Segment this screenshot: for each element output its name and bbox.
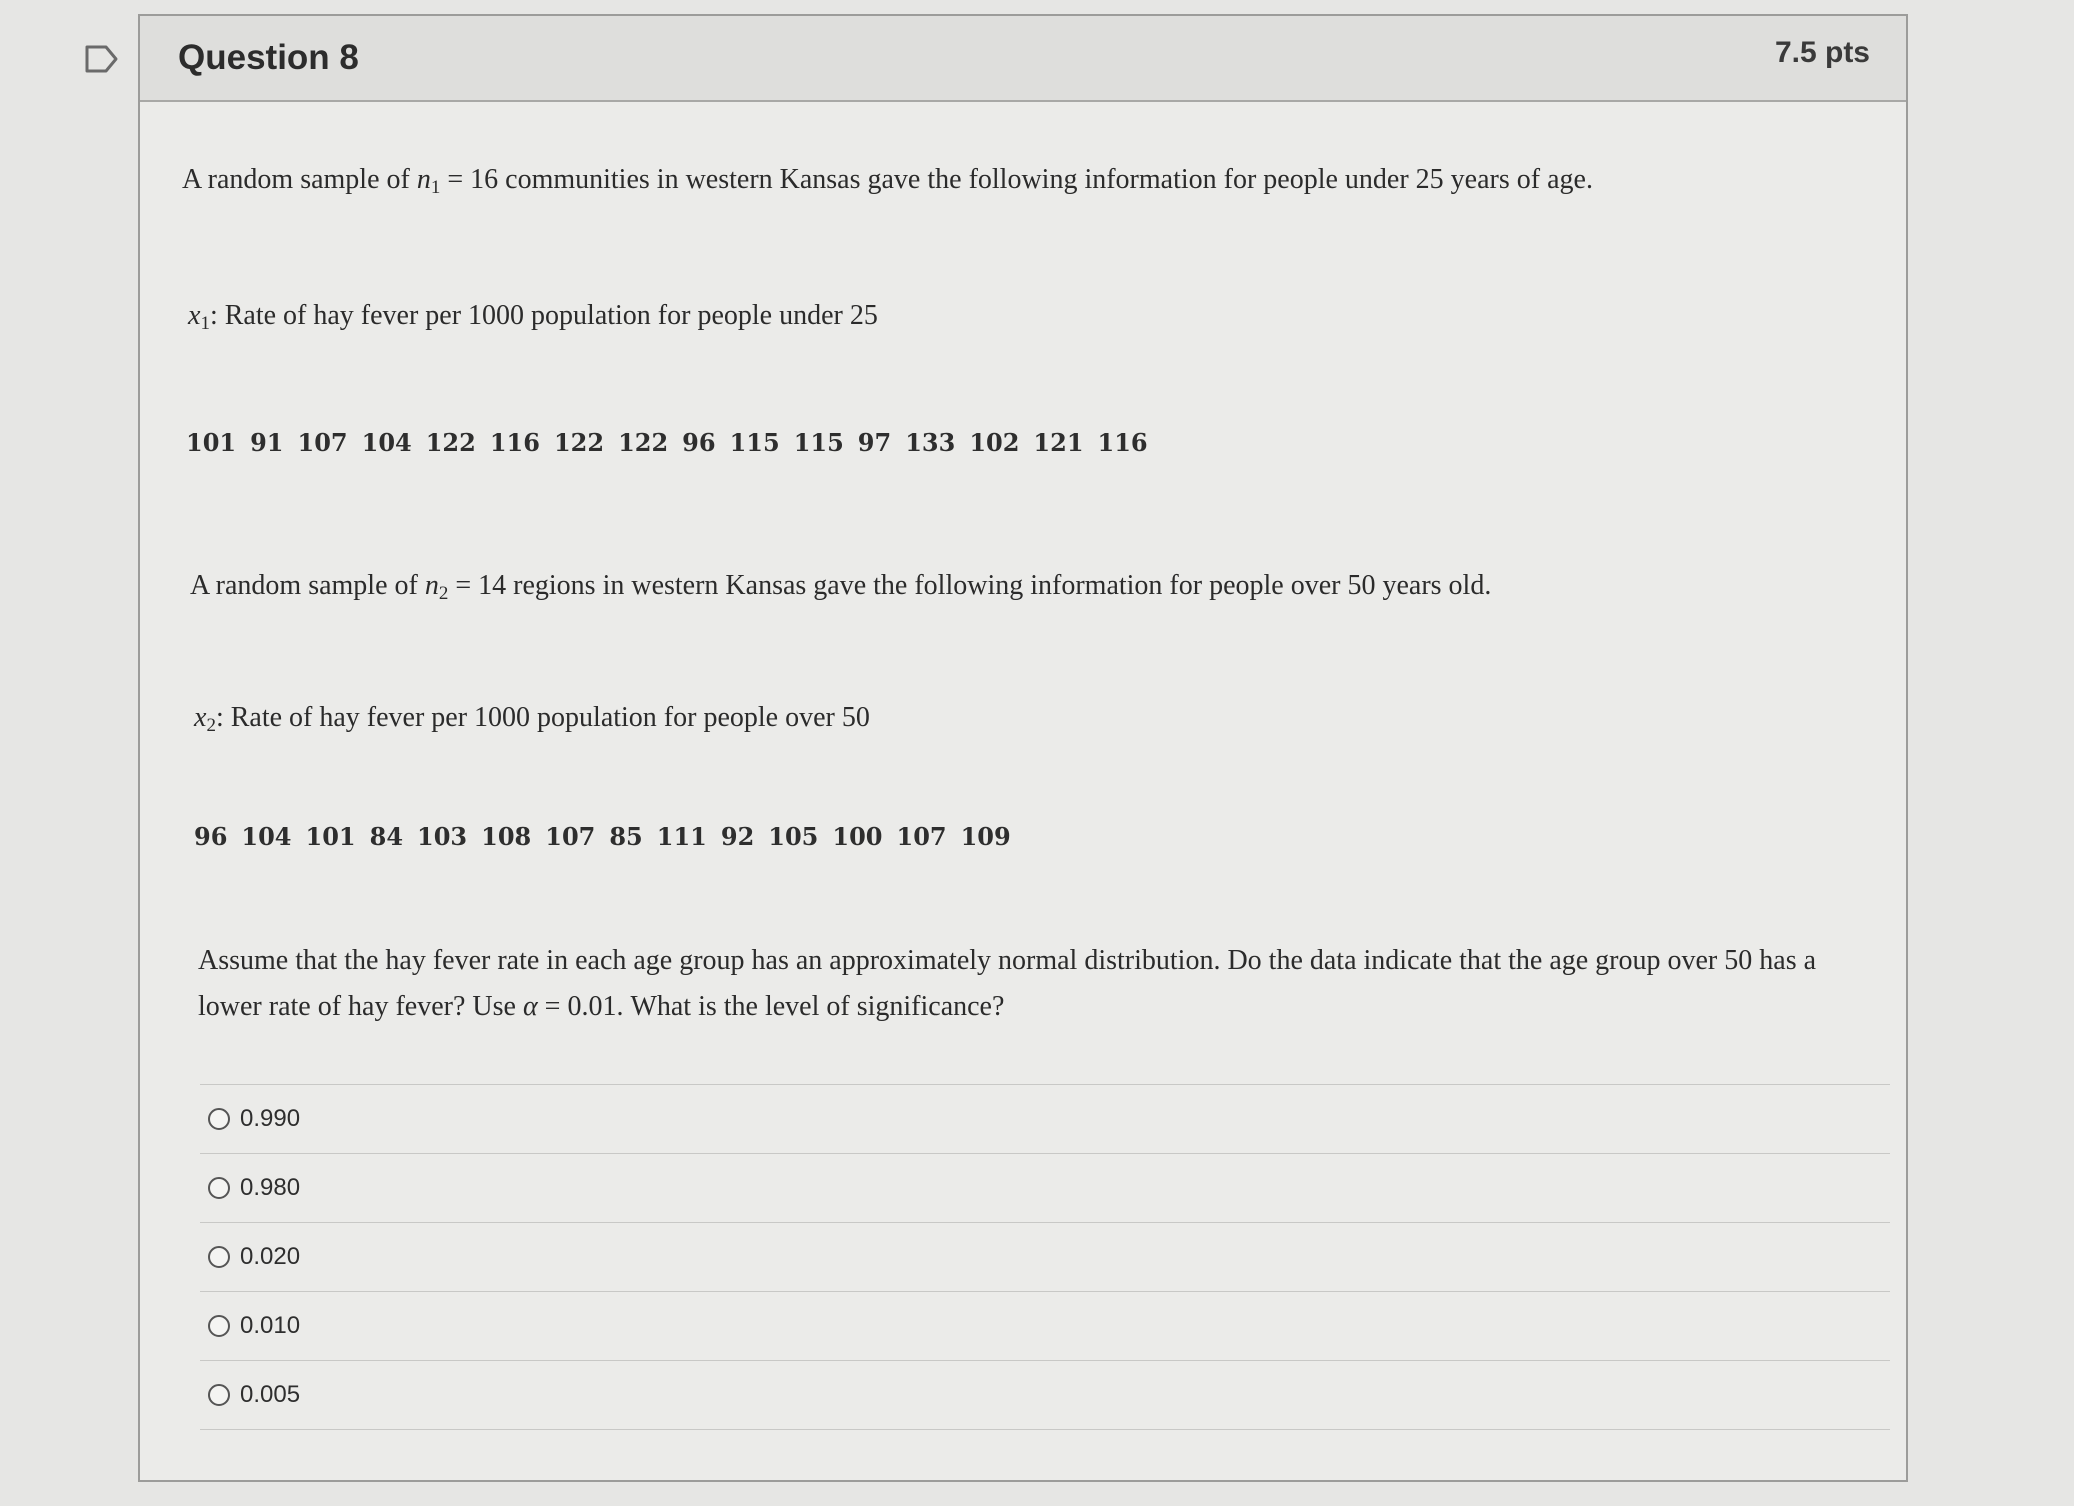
radio-circle-icon[interactable] (208, 1108, 230, 1130)
x2-data-row (194, 822, 1025, 851)
answer-option[interactable] (200, 1154, 1890, 1223)
answer-option-label[interactable]: 0.020 (240, 1243, 301, 1270)
x2-description (194, 702, 870, 737)
intro1-prefix: A random sample of (182, 164, 417, 195)
intro1-sub: 1 (430, 177, 441, 198)
x2-value: 107 (896, 822, 947, 851)
x2-value: 103 (417, 822, 468, 851)
x1-value: 121 (1033, 428, 1084, 457)
x2-value: 107 (545, 822, 596, 851)
x2-value: 85 (609, 822, 643, 851)
radio-circle-icon[interactable] (208, 1384, 230, 1406)
x2-value: 101 (305, 822, 356, 851)
prompt-text-1: Assume that the hay fever rate in each age group has an approximately normal distribution. Do the data indicate that the age group over 50 has a lower rate of hay fever? Use (198, 945, 1817, 1022)
x1-value: 96 (682, 428, 716, 457)
x2-value: 92 (720, 822, 755, 851)
radio-circle-icon[interactable] (208, 1177, 230, 1199)
intro-sample-1 (182, 164, 1593, 199)
x1-value: 116 (489, 428, 540, 457)
intro2-prefix: A random sample of (190, 570, 425, 601)
answer-option[interactable] (200, 1085, 1890, 1154)
x1-label: : Rate of hay fever per 1000 population for people under 25 (209, 300, 878, 331)
x1-description (188, 300, 878, 335)
question-title: Question 8 (178, 38, 359, 77)
x1-value: 104 (361, 428, 412, 457)
answer-option[interactable] (200, 1223, 1890, 1292)
x1-value: 101 (186, 428, 237, 457)
x1-value: 102 (969, 428, 1020, 457)
x1-data-row (186, 428, 1162, 457)
x1-value: 133 (905, 428, 956, 457)
intro2-var: n (424, 570, 439, 601)
x1-value: 122 (553, 428, 605, 457)
intro2-sub: 2 (438, 583, 449, 604)
x2-value: 109 (960, 822, 1011, 851)
x2-sub: 2 (206, 715, 216, 736)
radio-circle-icon[interactable] (208, 1246, 230, 1268)
x1-var: x (188, 300, 201, 331)
x1-value: 97 (857, 428, 892, 457)
question-card (138, 14, 1908, 1482)
answer-option[interactable] (200, 1292, 1890, 1361)
answer-option[interactable] (200, 1361, 1890, 1430)
x2-value: 96 (194, 822, 228, 851)
alpha-symbol: α (522, 991, 538, 1022)
x1-value: 91 (250, 428, 284, 457)
answer-option-label[interactable]: 0.010 (240, 1312, 301, 1339)
bookmark-flag-icon[interactable] (84, 44, 120, 74)
intro2-suffix: = 14 regions in western Kansas gave the following information for people over 50 years old. (448, 570, 1492, 601)
x2-value: 108 (481, 822, 532, 851)
answer-option-label[interactable]: 0.990 (240, 1105, 301, 1132)
x2-label: : Rate of hay fever per 1000 population for people over 50 (215, 702, 870, 733)
intro1-var: n (416, 164, 431, 195)
intro-sample-2 (190, 570, 1491, 605)
x1-value: 115 (729, 428, 780, 457)
x2-value: 111 (656, 822, 707, 851)
question-header (140, 16, 1906, 102)
x2-value: 105 (768, 822, 819, 851)
answer-option-label[interactable]: 0.980 (240, 1174, 301, 1201)
answer-options (200, 1084, 1890, 1430)
answer-option-label[interactable]: 0.005 (240, 1381, 301, 1408)
x1-value: 107 (297, 428, 348, 457)
intro1-suffix: = 16 communities in western Kansas gave the following information for people under 25 years of age. (440, 164, 1593, 195)
x1-value: 116 (1097, 428, 1148, 457)
x2-value: 84 (369, 822, 404, 851)
x1-sub: 1 (200, 313, 210, 334)
x1-value: 115 (793, 428, 844, 457)
x1-value: 122 (618, 428, 669, 457)
x1-value: 122 (425, 428, 476, 457)
question-points: 7.5 pts (1774, 36, 1870, 69)
x2-var: x (194, 702, 207, 733)
x2-value: 104 (241, 822, 292, 851)
prompt-text-2: = 0.01. What is the level of significance? (537, 991, 1005, 1022)
radio-circle-icon[interactable] (208, 1315, 230, 1337)
x2-value: 100 (832, 822, 883, 851)
question-prompt (198, 938, 1878, 1030)
